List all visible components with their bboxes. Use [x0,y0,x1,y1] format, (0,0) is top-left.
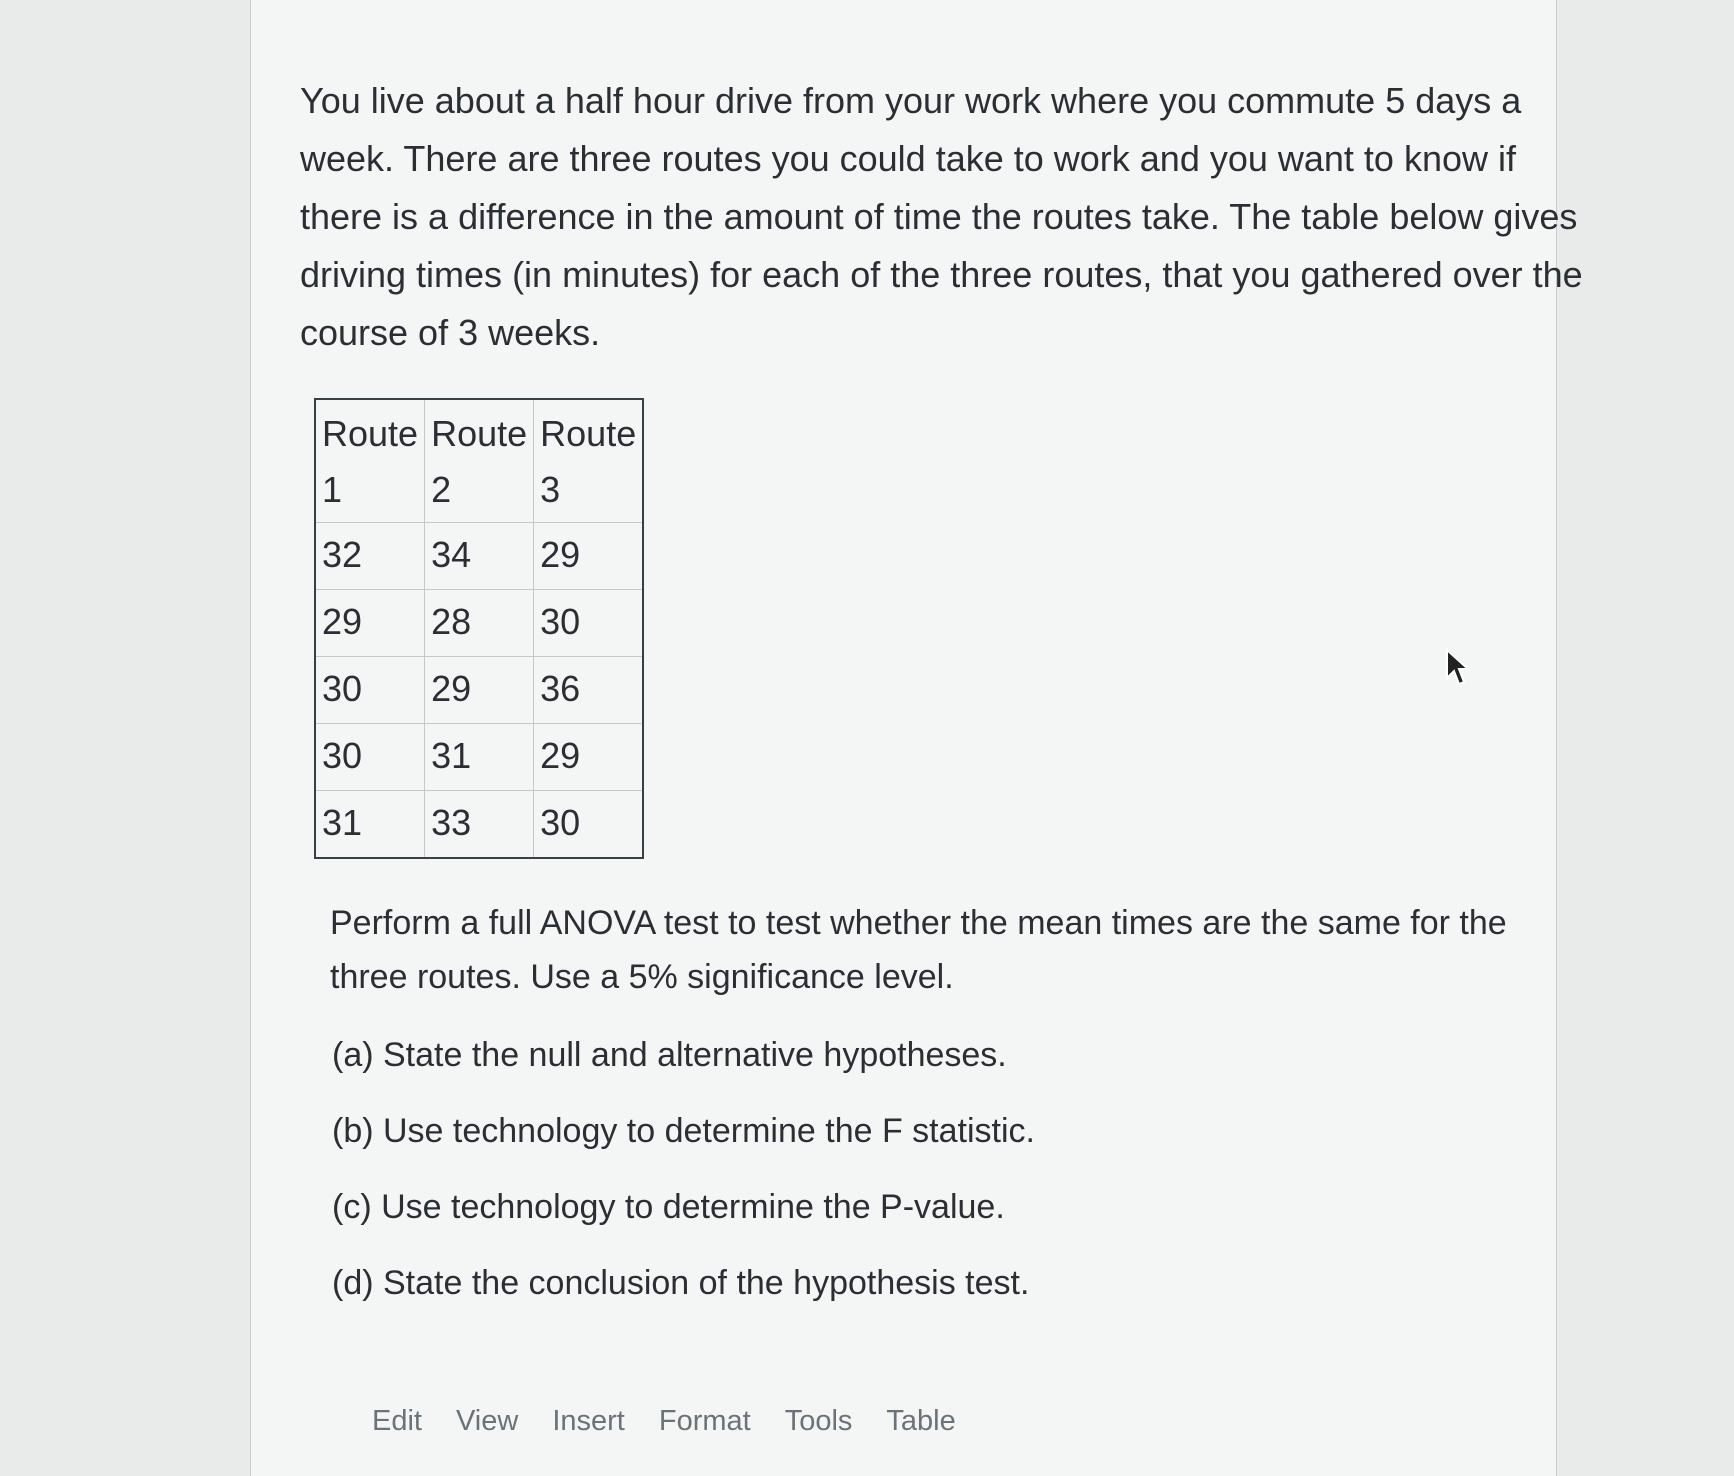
menu-edit[interactable]: Edit [372,1405,422,1437]
menu-tools[interactable]: Tools [784,1405,853,1437]
table-cell: 32 [315,523,425,590]
table-header-cell: Route 3 [534,399,644,523]
part-b: (b) Use technology to determine the F statistic. [332,1112,1035,1150]
table-cell: 30 [315,657,425,724]
table-cell: 30 [534,590,644,657]
part-d: (d) State the conclusion of the hypothesis test. [332,1264,1030,1302]
table-header-row [315,399,643,523]
table-cell: 36 [534,657,644,724]
table-cell: 30 [315,724,425,791]
task-instructions [330,896,1550,1004]
table-cell: 33 [425,791,534,859]
task-text: Perform a full ANOVA test to test whether the mean times are the same for the three routes. Use a 5% significance level. [330,904,1507,996]
question-intro [300,72,1590,362]
table-row [315,791,643,859]
table-header-cell: Route 2 [425,399,534,523]
table-cell: 29 [425,657,534,724]
table-cell: 34 [425,523,534,590]
table-cell: 28 [425,590,534,657]
table-cell: 29 [534,724,644,791]
table-row [315,724,643,791]
driving-times-table [314,398,644,859]
table-row [315,657,643,724]
table-cell: 31 [425,724,534,791]
part-c: (c) Use technology to determine the P-value. [332,1188,1005,1226]
intro-text: You live about a half hour drive from your work where you commute 5 days a week. There are three routes you could take to work and you want to know if there is a difference in the amount of time the routes take. The table below gives driving times (in minutes) for each of the three routes, that you gathered over the course of 3 weeks. [300,80,1583,353]
mouse-pointer-icon [1444,648,1470,688]
question-parts [332,1030,1532,1334]
table-cell: 29 [534,523,644,590]
table-cell: 31 [315,791,425,859]
menu-table[interactable]: Table [886,1405,956,1437]
table-cell: 30 [534,791,644,859]
part-a: (a) State the null and alternative hypotheses. [332,1036,1007,1074]
table-row [315,590,643,657]
editor-menubar [372,1405,956,1438]
menu-view[interactable]: View [455,1405,519,1437]
table-header-cell: Route 1 [315,399,425,523]
menu-insert[interactable]: Insert [552,1405,625,1437]
table-row [315,523,643,590]
table-cell: 29 [315,590,425,657]
menu-format[interactable]: Format [658,1405,751,1437]
